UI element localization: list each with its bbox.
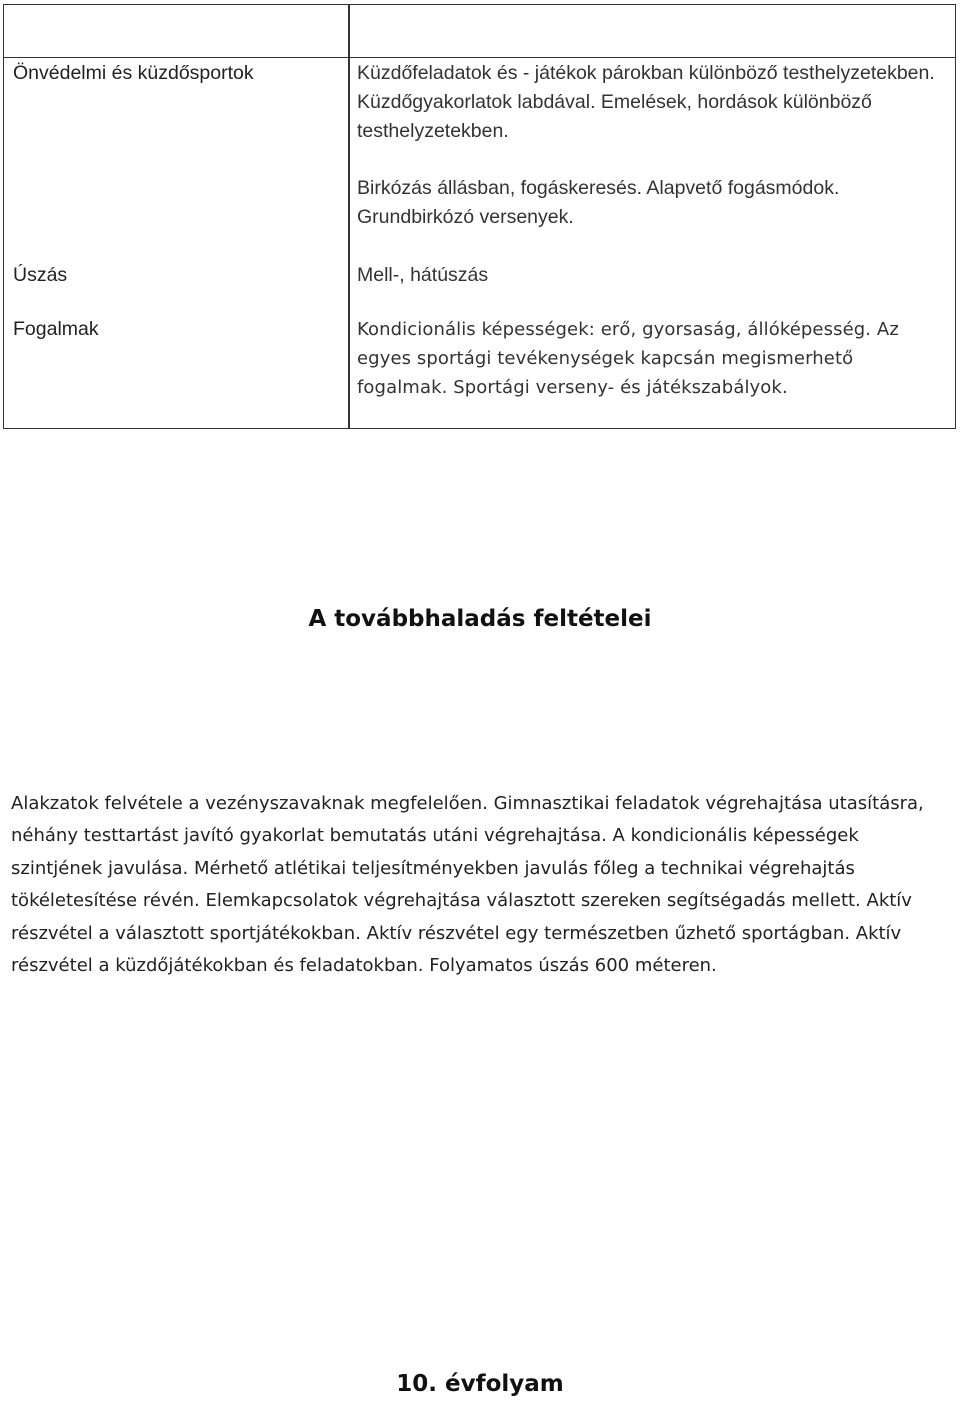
curriculum-table — [3, 4, 956, 429]
requirements-paragraph: Alakzatok felvétele a vezényszavaknak megfelelően. Gimnasztikai feladatok végrehajtása utasításra, néhány testtartást javító gyakorlat bemutatás utáni végrehajtása. A kondicionális képességek szintjének javulása. Mérhető atlétikai teljesítményekben javulás főleg a technikai végrehajtás tökéletesítése révén. Elemkapcsolatok végrehajtása választott szereken segítségadás mellett. Aktív részvétel a választott sportjátékokban. Aktív részvétel egy természetben űzhető sportágban. Aktív részvétel a küzdőjátékokban és feladatokban. Folyamatos úszás 600 méteren. — [11, 793, 924, 977]
column-divider — [348, 5, 350, 428]
row-label-concepts: Fogalmak — [13, 318, 99, 340]
row-text-concepts: Kondicionális képességek: erő, gyorsaság, állóképesség. Az egyes sportági tevékenységek kapcsán megismerhető fogalmak. Sportági verseny- és játékszabályok. — [357, 319, 899, 398]
header-row-line — [4, 57, 955, 58]
row-label-swimming: Úszás — [13, 264, 68, 286]
section-heading: A továbbhaladás feltételei — [308, 606, 652, 632]
row-label-self-defense: Önvédelmi és küzdősportok — [13, 62, 254, 84]
row-text-swimming: Mell-, hátúszás — [357, 264, 489, 286]
grade-title: 10. évfolyam — [396, 1371, 564, 1397]
row-text-self-defense-wrestling: Birkózás állásban, fogáskeresés. Alapvető fogásmódok. Grundbirkózó versenyek. — [357, 177, 840, 228]
row-text-self-defense: Küzdőfeladatok és - játékok párokban különböző testhelyzetekben. Küzdőgyakorlatok labdával. Emelések, hordások különböző testhelyzetekben. — [357, 62, 935, 142]
